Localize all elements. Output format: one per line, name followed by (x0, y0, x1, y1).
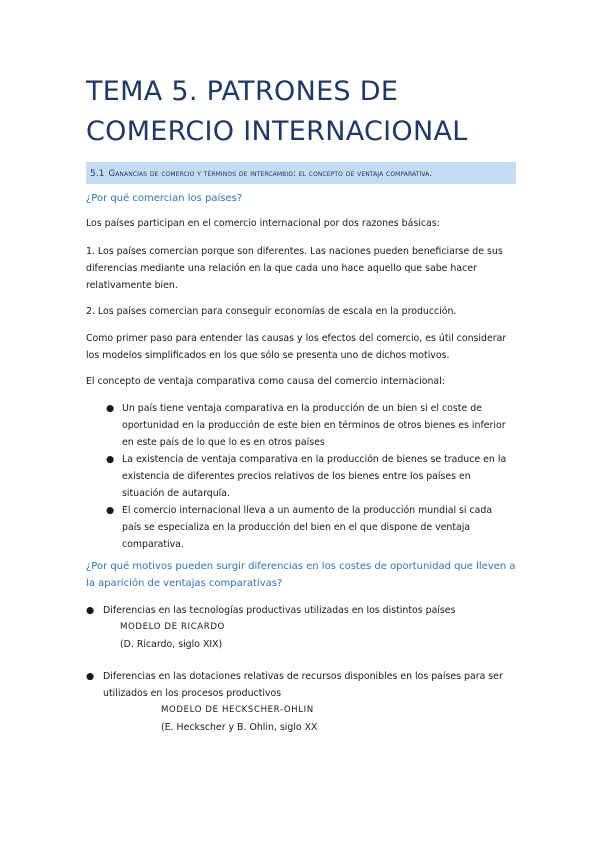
model-name: MODELO DE HECKSCHER-OHLIN (161, 705, 314, 715)
concept-heading: El concepto de ventaja comparativa como causa del comercio internacional: (86, 376, 445, 387)
section-heading (86, 162, 516, 184)
question-heading-1: ¿Por qué comercian los países? (86, 193, 243, 204)
list-item (106, 502, 508, 553)
list-item (86, 668, 516, 736)
section-title: Ganancias de comercio y términos de intercambio: el concepto de ventaja comparativa. (108, 168, 433, 178)
bullet-icon: ● (86, 605, 95, 616)
reason-2-paragraph: 2. Los países comercian para conseguir economías de escala en la producción. (86, 306, 457, 317)
reasons-bullet-list (86, 602, 516, 653)
models-paragraph: Como primer paso para entender las causas y los efectos del comercio, es útil considerar los modelos simplificados en los que sólo se presenta uno de dichos motivos. (86, 333, 507, 361)
title-line-2: COMERCIO INTERNACIONAL (86, 116, 468, 147)
list-item (106, 400, 508, 451)
reason-text: Diferencias en las dotaciones relativas de recursos disponibles en los países para ser utilizados en los procesos productivos (103, 671, 503, 699)
bullet-icon: ● (106, 403, 115, 414)
model-author: (D. Ricardo, siglo XIX) (120, 639, 223, 650)
model-name: MODELO DE RICARDO (120, 622, 225, 632)
bullet-icon: ● (106, 505, 115, 516)
question-heading-2: ¿Por qué motivos pueden surgir diferencias en los costes de oportunidad que lleven a la aparición de ventajas comparativas? (86, 561, 516, 589)
title-line-1: TEMA 5. PATRONES DE (86, 76, 399, 107)
list-item (86, 602, 516, 653)
concept-bullet-list (106, 400, 508, 553)
reason-1-paragraph: 1. Los países comercian porque son diferentes. Las naciones pueden beneficiarse de sus diferencias mediante una relación en la que cada uno hace aquello que sabe hacer relativamente bien. (86, 246, 503, 291)
concept-bullet-text: Un país tiene ventaja comparativa en la producción de un bien si el coste de oportunidad en la producción de este bien en términos de otros bienes es inferior en este país de lo que lo es en otros países (122, 403, 506, 448)
concept-bullet-text: La existencia de ventaja comparativa en la producción de bienes se traduce en la existencia de diferentes precios relativos de los bienes entre los países en situación de autarquía. (122, 454, 507, 499)
section-number: 5.1 (90, 169, 105, 179)
bullet-icon: ● (106, 454, 115, 465)
reasons-bullet-list (86, 668, 516, 736)
reason-text: Diferencias en las tecnologías productivas utilizadas en los distintos países (103, 605, 456, 616)
model-author: (E. Heckscher y B. Ohlin, siglo XX (161, 722, 318, 733)
list-item (106, 451, 508, 502)
page-title (86, 72, 468, 152)
concept-bullet-text: El comercio internacional lleva a un aumento de la producción mundial si cada país se especializa en la producción del bien en el que dispone de ventaja comparativa. (122, 505, 493, 550)
bullet-icon: ● (86, 671, 95, 682)
intro-paragraph: Los países participan en el comercio internacional por dos razones básicas: (86, 218, 440, 229)
